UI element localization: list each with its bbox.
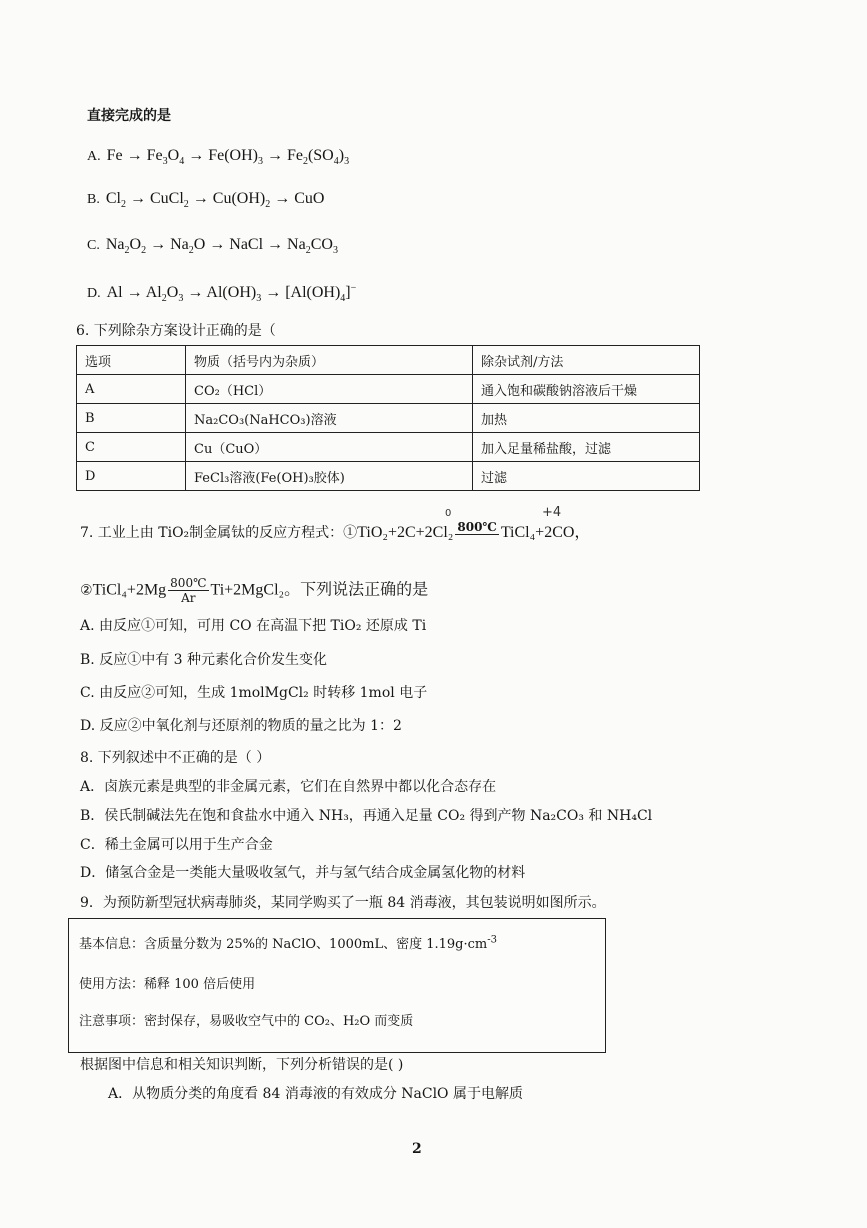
table-header-row (77, 346, 700, 375)
q5-option-c: C. $Na_2O_2 \to Na_2O$ → NaCl → $Na_2CO_3$ (87, 236, 338, 257)
product-info-box (68, 918, 606, 1053)
q9-question: 9．为预防新型冠状病毒肺炎，某同学购买了一瓶 84 消毒液，其包装说明如图所示。 (80, 895, 606, 911)
q7-option-d: D. 反应②中氧化剂与还原剂的物质的量之比为 1：2 (80, 718, 402, 734)
q7-option-a: A. 由反应①可知，可用 CO 在高温下把 TiO₂ 还原成 Ti (80, 618, 427, 634)
q5-option-b: B. $Cl_2$ → CuCl$_2$ → $Cu(OH)_2$ → CuO (87, 190, 325, 211)
table-cell-option: D (77, 462, 186, 491)
q7-option-b: B. 反应①中有 3 种元素化合价发生变化 (80, 652, 327, 668)
q8-option-c: C．稀土金属可以用于生产合金 (80, 837, 273, 853)
info-usage: 使用方法：稀释 100 倍后使用 (79, 977, 256, 992)
q6-question: 6. 下列除杂方案设计正确的是（ (76, 323, 276, 339)
table-row (77, 375, 700, 404)
q8-option-a: A．卤族元素是典型的非金属元素，它们在自然界中都以化合态存在 (80, 779, 497, 795)
table-cell-option: A (77, 375, 186, 404)
table-cell-substance: FeCl₃溶液(Fe(OH)₃胶体) (186, 462, 473, 491)
table-header: 物质（括号内为杂质） (186, 346, 473, 375)
q6-table (76, 345, 700, 491)
table-cell-substance: CO₂（HCl） (186, 375, 473, 404)
table-cell-option: B (77, 404, 186, 433)
q7-equation-1: 7. 工业上由 TiO₂制金属钛的反应方程式：①TiO₂+2C+2Cl₂ 800℃ TiCl₄+2CO， (80, 520, 591, 541)
table-header: 除杂试剂/方法 (473, 346, 700, 375)
q8-option-b: B．侯氏制碱法先在饱和食盐水中通入 NH₃，再通入足量 CO₂ 得到产物 Na₂CO₃ 和 NH₄Cl (80, 808, 653, 824)
q7-equation-2: ②TiCl₄+2Mg $\frac{800℃}{Ar}$ Ti+2MgCl₂。下列说法正确的是 (80, 576, 429, 605)
q8-question: 8. 下列叙述中不正确的是（ ） (80, 750, 271, 766)
table-row (77, 462, 700, 491)
q5-option-d: D. $Al \to Al_2O_3 \to Al(OH)_3 \to [Al(OH)_4]^-$ (87, 282, 357, 305)
table-header: 选项 (77, 346, 186, 375)
intro-text: 直接完成的是 (87, 108, 171, 124)
table-cell-method: 加热 (473, 404, 700, 433)
table-cell-method: 通入饱和碳酸钠溶液后干燥 (473, 375, 700, 404)
handwritten-mark: +4 (542, 505, 562, 520)
q7-option-c: C. 由反应②可知，生成 1molMgCl₂ 时转移 1mol 电子 (80, 685, 428, 701)
info-notes: 注意事项：密封保存，易吸收空气中的 CO₂、H₂O 而变质 (79, 1014, 414, 1029)
table-cell-method: 过滤 (473, 462, 700, 491)
q5-option-a: A. $Fe \to Fe_3O_4 \to Fe(OH)_3 \to Fe_2(SO_4)_3$ (87, 147, 350, 168)
q9-followup: 根据图中信息和相关知识判断，下列分析错误的是( ) (80, 1057, 404, 1073)
info-basic: 基本信息：含质量分数为 25%的 NaClO、1000mL、密度 $1.19g\cdot cm^{-3}$ (79, 934, 497, 952)
q8-option-d: D．储氢合金是一类能大量吸收氢气，并与氢气结合成金属氢化物的材料 (80, 865, 526, 881)
table-row (77, 404, 700, 433)
q9-option-a: A．从物质分类的角度看 84 消毒液的有效成分 NaClO 属于电解质 (108, 1086, 523, 1102)
table-cell-substance: Na₂CO₃(NaHCO₃)溶液 (186, 404, 473, 433)
table-row (77, 433, 700, 462)
handwritten-mark: 0 (445, 508, 452, 519)
table-cell-method: 加入足量稀盐酸，过滤 (473, 433, 700, 462)
table-cell-substance: Cu（CuO） (186, 433, 473, 462)
page-number: 2 (412, 1141, 422, 1157)
table-cell-option: C (77, 433, 186, 462)
